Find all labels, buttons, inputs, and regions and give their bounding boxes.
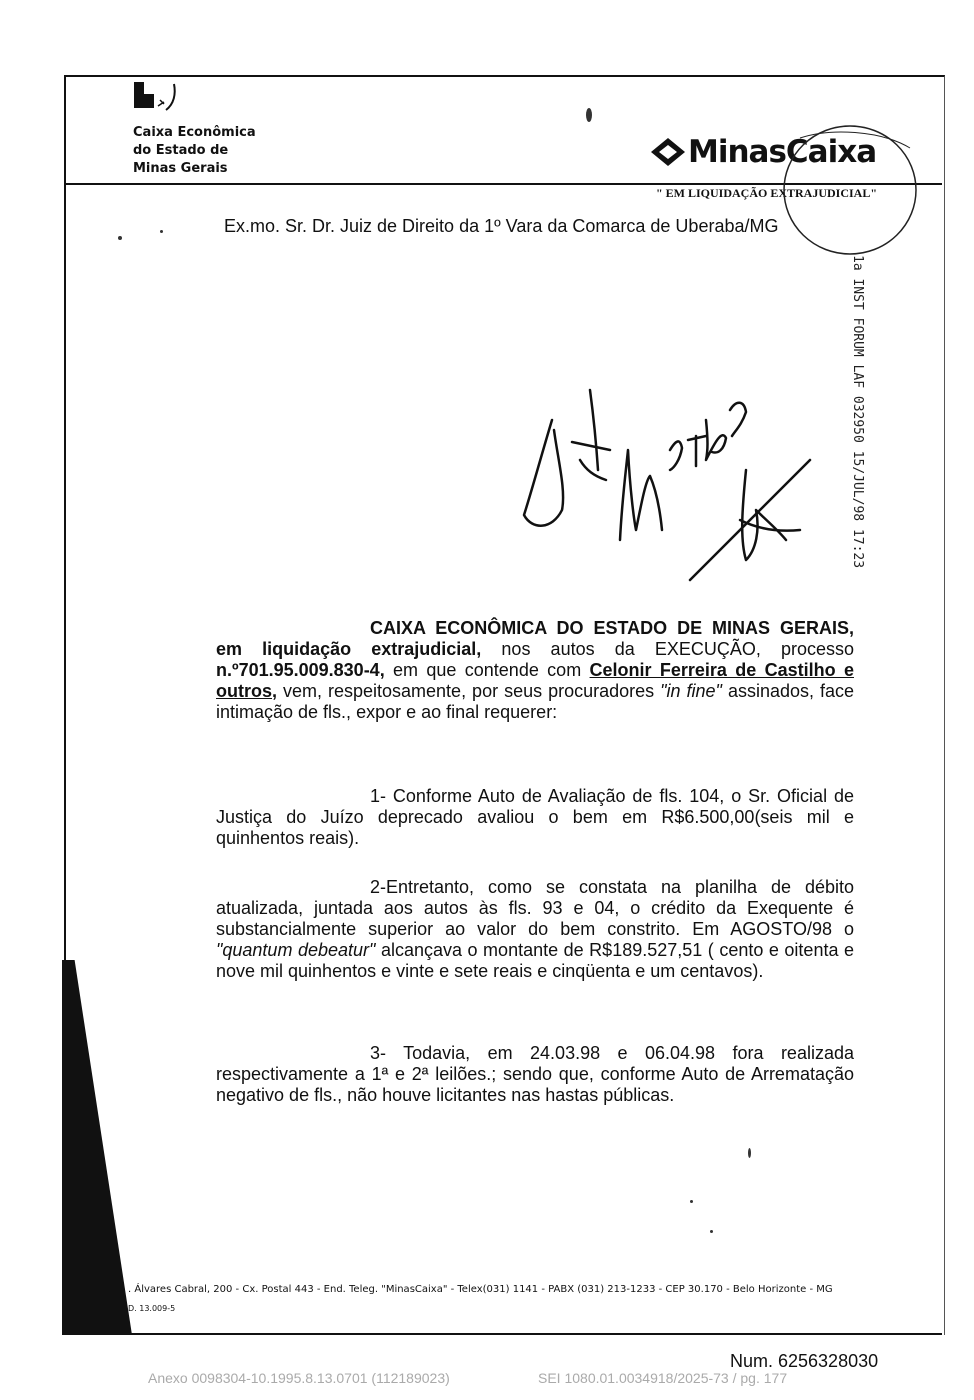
- item-2-paragraph: [216, 877, 854, 982]
- scan-speck: [160, 230, 163, 233]
- handwritten-signature: [510, 380, 830, 590]
- scan-speck: [586, 108, 592, 122]
- in-fine-phrase: "in fine": [660, 681, 722, 701]
- intro-text-4: assinados, face intimação de fls., expor e ao final requerer:: [216, 681, 855, 722]
- bank-name-line-1: Caixa Econômica: [133, 125, 256, 140]
- intro-text-1: nos autos da EXECUÇÃO, processo: [481, 639, 854, 659]
- scan-speck: [690, 1200, 693, 1203]
- party-name: CAIXA ECONÔMICA DO ESTADO DE MINAS GERAIS, em liquidação extrajudicial,: [216, 618, 854, 659]
- addressee-line: Ex.mo. Sr. Dr. Juiz de Direito da 1º Vara da Comarca de Uberaba/MG: [224, 216, 779, 236]
- footer-form-code: D. 13.009-5: [128, 1304, 176, 1313]
- bank-name-line-2: do Estado de: [133, 143, 229, 158]
- frame-bottom-rule: [64, 1333, 942, 1335]
- intro-text-3: vem, respeitosamente, por seus procuradores: [277, 681, 661, 701]
- corner-logo-mark: [130, 80, 186, 116]
- item-2-text-1: 2-Entretanto, como se constata na planilha de débito atualizada, juntada aos autos às fls. 93 e 04, o crédito da Exequente é substancialmente superior ao valor do bem constrito. Em AGOSTO/98 o: [216, 877, 854, 939]
- protocol-stamp: 1a INST FORUM LAF 032950 15/JUL/98 17:23: [850, 255, 865, 569]
- court-stamp-ring: [760, 118, 920, 268]
- diamond-logo-icon: [650, 137, 686, 167]
- bank-name-line-3: Minas Gerais: [133, 161, 228, 176]
- footer-address: . Álvares Cabral, 200 - Cx. Postal 443 - End. Teleg. "MinasCaixa" - Telex(031) 1141 - PABX (031) 213-1233 - CEP 30.170 - Belo Horizonte - MG: [128, 1284, 833, 1295]
- bank-name: [133, 124, 256, 178]
- opposing-party: Celonir Ferreira de Castilho e outros,: [216, 660, 854, 701]
- item-1-text: 1- Conforme Auto de Avaliação de fls. 104, o Sr. Oficial de Justiça do Juízo deprecado avaliou o bem em R$6.500,00(seis mil e quinhentos reais).: [216, 786, 854, 848]
- scan-speck: [118, 236, 122, 240]
- brand-name: MinasCaixa: [688, 134, 877, 170]
- scan-speck: [748, 1148, 751, 1158]
- intro-paragraph: [216, 618, 854, 723]
- annex-reference: Anexo 0098304-10.1995.8.13.0701 (112189023): [148, 1370, 450, 1386]
- scan-speck: [710, 1230, 713, 1233]
- item-2-text-2: alcançava o montante de R$189.527,51 ( cento e oitenta e nove mil quinhentos e vinte e sete reais e cinqüenta e um centavos).: [216, 940, 854, 981]
- intro-text-2: em que contende com: [384, 660, 590, 680]
- item-3-paragraph: [216, 1043, 854, 1106]
- process-number: n.º701.95.009.830-4,: [216, 660, 385, 680]
- quantum-debeatur-phrase: "quantum debeatur": [216, 940, 376, 960]
- liquidation-note: " EM LIQUIDAÇÃO EXTRAJUDICIAL": [656, 186, 878, 200]
- item-3-text: 3- Todavia, em 24.03.98 e 06.04.98 fora realizada respectivamente a 1ª e 2ª leilões.; sendo que, conforme Auto de Arrematação negativo de fls., não houve licitantes nas hastas públicas.: [216, 1043, 854, 1105]
- sei-reference: SEI 1080.01.0034918/2025-73 / pg. 177: [538, 1370, 788, 1386]
- document-number: Num. 6256328030: [730, 1351, 879, 1371]
- item-1-paragraph: [216, 786, 854, 849]
